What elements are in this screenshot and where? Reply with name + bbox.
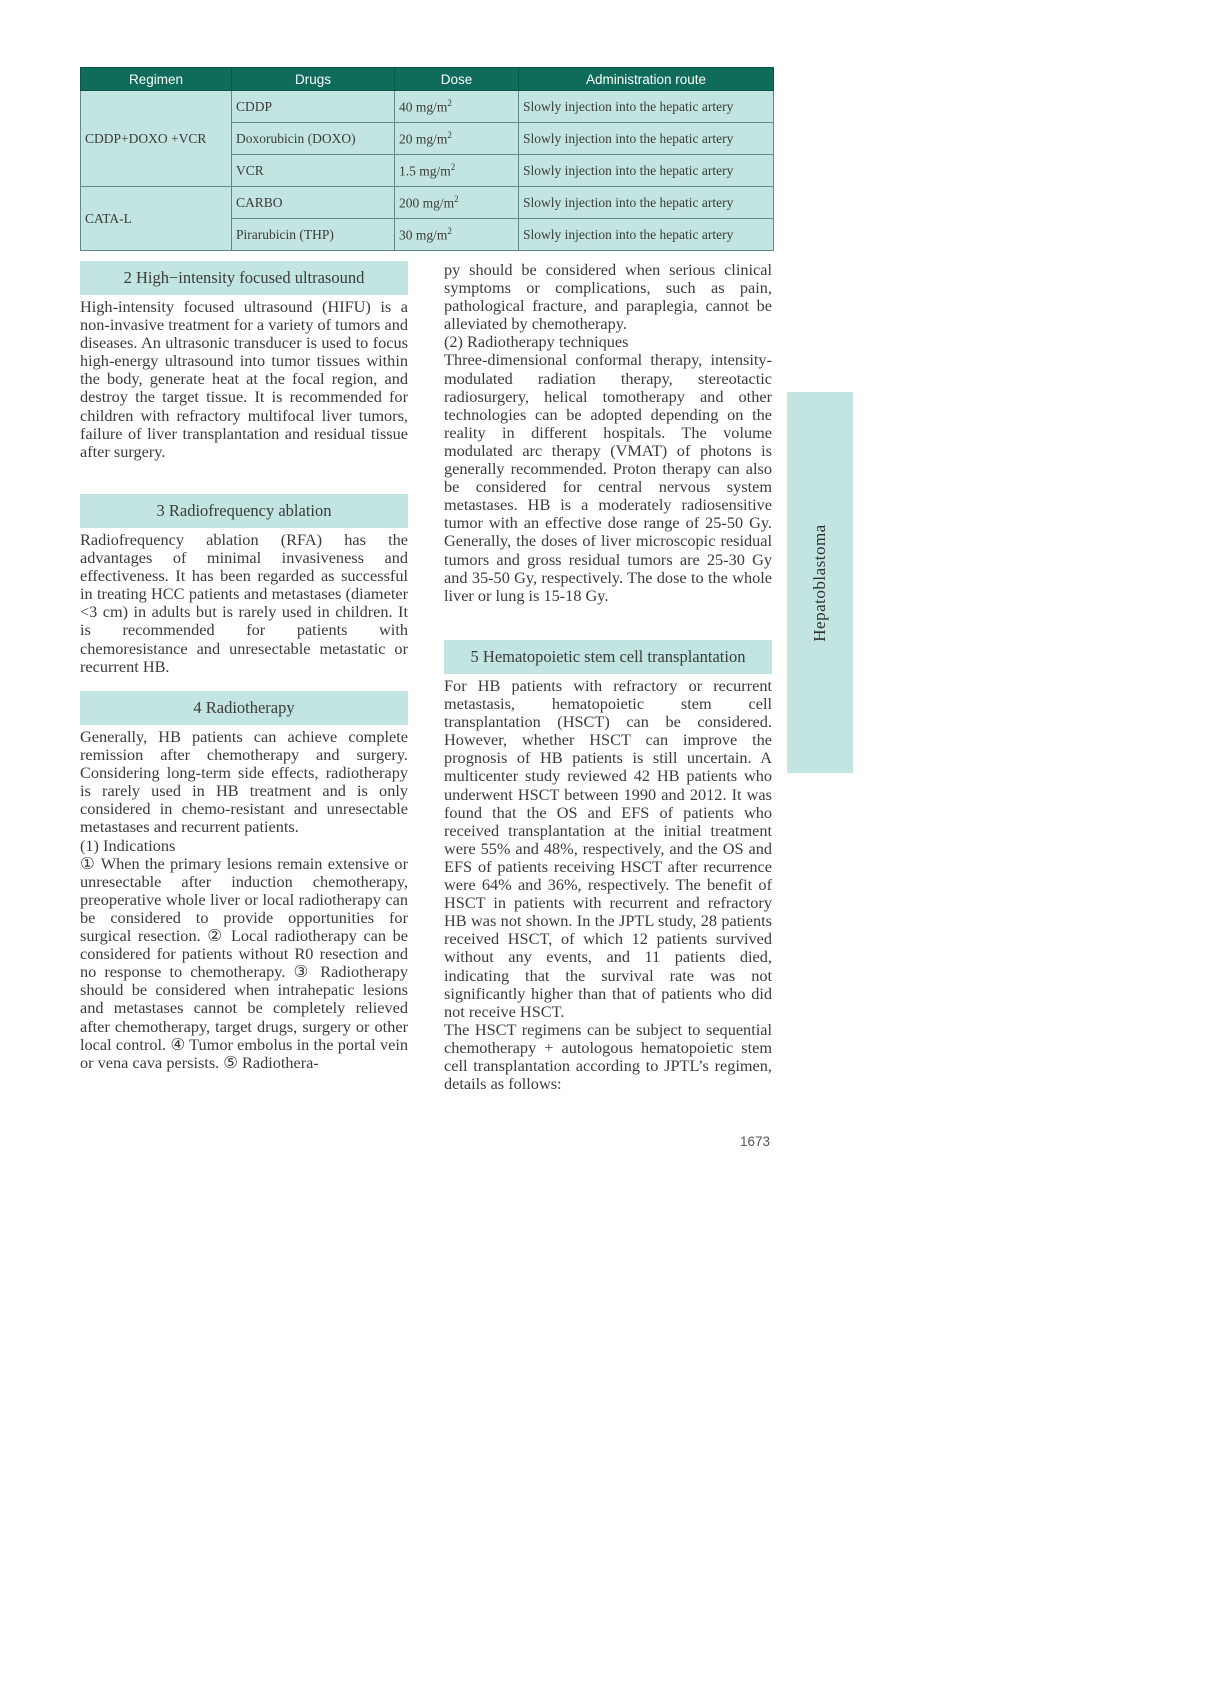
- subheading-techniques: (2) Radiotherapy techniques: [444, 332, 629, 352]
- route-cell: Slowly injection into the hepatic artery: [519, 91, 774, 123]
- paragraph: For HB patients with refractory or recurrent metastasis, hematopoietic stem cell transplantation (HSCT) can be considered. However, whether HSCT can improve the prognosis of HB patients is still uncertain. A multicenter study reviewed 42 HB patients who underwent HSCT between 1990 and 2012. It was found that the OS and EFS of patients who received transplantation at the initial treatment were 55% and 48%, respectively, and the OS and EFS of patients receiving HSCT after recurrence were 64% and 36%, respectively. The benefit of HSCT in patients with recurrent and refractory HB was not shown. In the JPTL study, 28 patients received HSCT, of which 12 patients survived without any events, and 11 patients died, indicating that the survival rate was not significantly higher than that of patients who did not receive HSCT.: [444, 676, 772, 1021]
- page-number: 1673: [740, 1134, 771, 1149]
- route-cell: Slowly injection into the hepatic artery: [519, 123, 774, 155]
- route-cell: Slowly injection into the hepatic artery: [519, 155, 774, 187]
- paragraph: Generally, HB patients can achieve complete remission after chemotherapy and surgery. Considering long-term side effects, radiotherapy is rarely used in HB treatment and is only considered in chemo-resistant and unresectable metastases and recurrent patients.: [80, 727, 408, 837]
- section-heading-radiotherapy: 4 Radiotherapy: [80, 691, 408, 725]
- section-body-rfa: [80, 531, 408, 676]
- paragraph: Three-dimensional conformal therapy, intensity-modulated radiation therapy, stereotactic radiosurgery, helical tomotherapy and other technologies can be adopted depending on the reality in different hospitals. The volume modulated arc therapy (VMAT) of photons is generally recommended. Proton therapy can also be considered for central nervous system metastases. HB is a moderately radiosensitive tumor with an effective dose range of 25-50 Gy. Generally, the doses of liver microscopic residual tumors and gross residual tumors are 25-30 Gy and 35-50 Gy, respectively. The dose to the whole liver or lung is 15-18 Gy.: [444, 350, 772, 605]
- side-tab-label: Hepatoblastoma: [810, 523, 829, 642]
- section-body-radiotherapy: [80, 728, 408, 1072]
- dose-cell: 30 $mg/m^2$: [395, 219, 519, 251]
- paragraph: Radiofrequency ablation (RFA) has the advantages of minimal invasiveness and effectiveness. It has been regarded as successful in treating HCC patients and metastases (diameter <3 cm) in adults but is rarely used in children. It is recommended for patients with chemoresistance and unresectable metastatic or recurrent HB.: [80, 530, 408, 676]
- route-cell: Slowly injection into the hepatic artery: [519, 187, 774, 219]
- section-heading-hifu: 2 High−intensity focused ultrasound: [80, 261, 408, 295]
- paragraph: The HSCT regimens can be subject to sequential chemotherapy + autologous hematopoietic stem cell transplantation according to JPTL’s regimen, details as follows:: [444, 1019, 772, 1094]
- header-route: Administration route: [519, 68, 774, 91]
- table-row: [81, 91, 774, 123]
- header-dose: Dose: [395, 68, 519, 91]
- regimen-table: [80, 67, 774, 251]
- drug-cell: Doxorubicin (DOXO): [232, 123, 395, 155]
- drug-cell: VCR: [232, 155, 395, 187]
- side-tab: [787, 392, 853, 773]
- header-drugs: Drugs: [232, 68, 395, 91]
- paragraph: High-intensity focused ultrasound (HIFU) is a non-invasive treatment for a variety of tumors and diseases. An ultrasonic transducer is used to focus high-energy ultrasound into tumor tissues within the body, generate heat at the focal region, and destroy the target tissue. It is recommended for children with refractory multifocal liver tumors, failure of liver transplantation and residual tissue after surgery.: [80, 297, 408, 461]
- dose-cell: 1.5 $mg/m^2$: [395, 155, 519, 187]
- dose-cell: 40 $mg/m^2$: [395, 91, 519, 123]
- header-regimen: Regimen: [81, 68, 232, 91]
- table-row: [81, 187, 774, 219]
- drug-cell: Pirarubicin (THP): [232, 219, 395, 251]
- radiotherapy-continued: [444, 261, 772, 605]
- regimen-cell: CDDP+DOXO +VCR: [81, 91, 232, 187]
- paragraph: ① When the primary lesions remain extensive or unresectable after induction chemotherapy, preoperative whole liver or local radiotherapy can be considered to provide opportunities for surgical resection. ② Local radiotherapy can be considered for patients without R0 resection and no response to chemotherapy. ③ Radiotherapy should be considered when intrahepatic lesions and metastases cannot be completely relieved after chemotherapy, target drugs, surgery or other local control. ④ Tumor embolus in the portal vein or vena cava persists. ⑤ Radiothera-: [80, 853, 408, 1072]
- route-cell: Slowly injection into the hepatic artery: [519, 219, 774, 251]
- table-header-row: [81, 68, 774, 91]
- drug-cell: CDDP: [232, 91, 395, 123]
- subheading-indications: (1) Indications: [80, 835, 176, 855]
- section-body-hsct: [444, 677, 772, 1093]
- drug-cell: CARBO: [232, 187, 395, 219]
- dose-cell: 20 $mg/m^2$: [395, 123, 519, 155]
- section-body-hifu: [80, 298, 408, 461]
- section-heading-rfa: 3 Radiofrequency ablation: [80, 494, 408, 528]
- section-heading-hsct: 5 Hematopoietic stem cell transplantation: [444, 640, 772, 674]
- regimen-cell: CATA-L: [81, 187, 232, 251]
- dose-cell: 200 $mg/m^2$: [395, 187, 519, 219]
- paragraph: py should be considered when serious clinical symptoms or complications, such as pain, pathological fracture, and paraplegia, cannot be alleviated by chemotherapy.: [444, 260, 772, 334]
